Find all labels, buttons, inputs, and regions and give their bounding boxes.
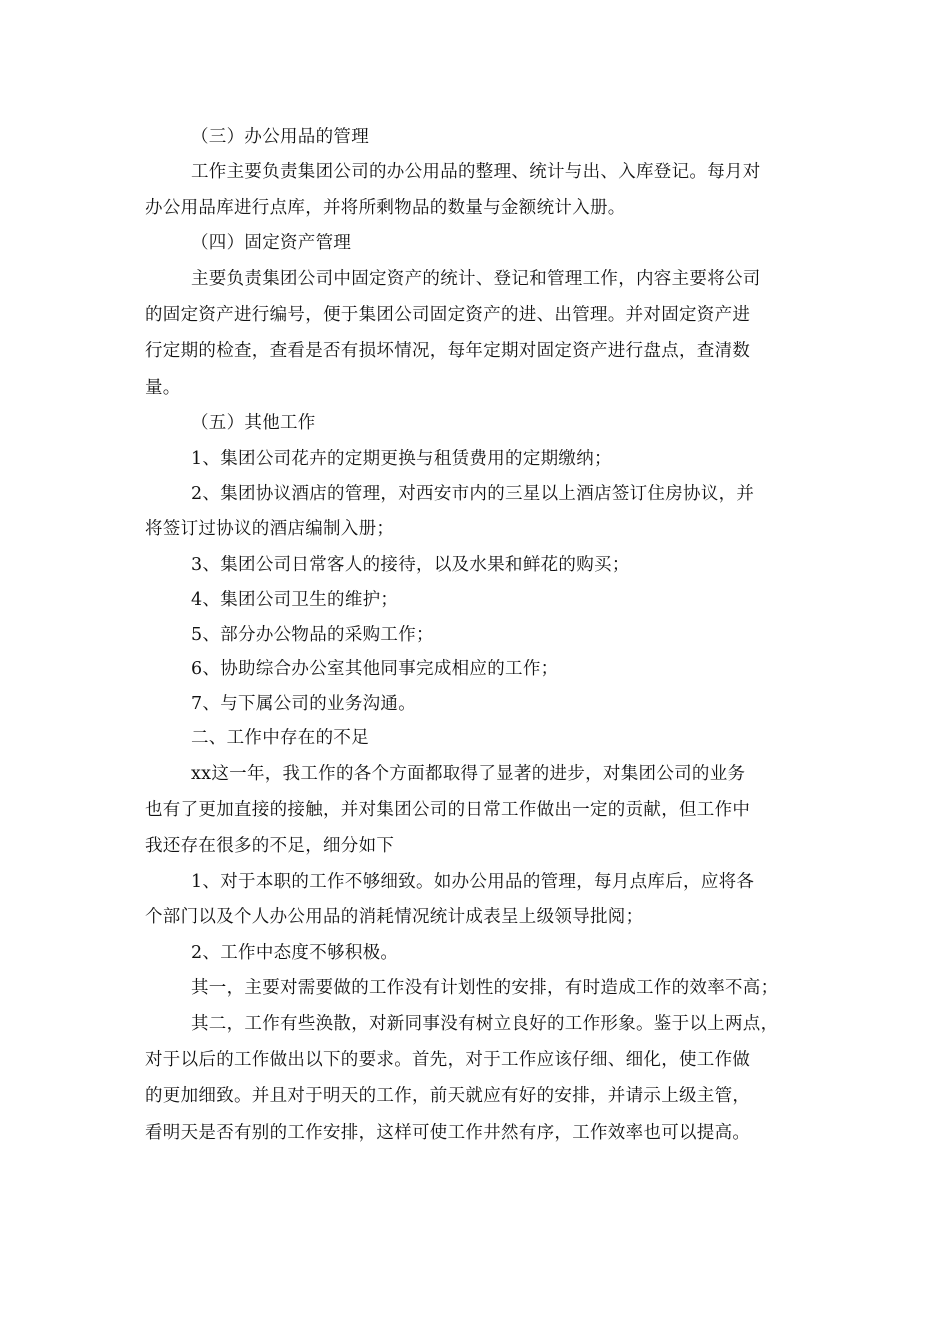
list-item: 7、与下属公司的业务沟通。 — [191, 694, 417, 714]
list-item-continuation: 个部门以及个人办公用品的消耗情况统计成表呈上级领导批阅； — [145, 907, 644, 927]
list-item: 6、协助综合办公室其他同事完成相应的工作； — [191, 659, 559, 679]
heading-other-work: （五）其他工作 — [191, 413, 316, 433]
paragraph-line: 对于以后的工作做出以下的要求。首先，对于工作应该仔细、细化，使工作做 — [145, 1050, 751, 1070]
paragraph-line: 我还存在很多的不足，细分如下 — [145, 836, 395, 856]
list-item: 1、集团公司花卉的定期更换与租赁费用的定期缴纳； — [191, 449, 612, 469]
paragraph-line: xx这一年，我工作的各个方面都取得了显著的进步，对集团公司的业务 — [191, 764, 746, 784]
list-item-continuation: 将签订过协议的酒店编制入册； — [145, 519, 395, 539]
paragraph-line: 主要负责集团公司中固定资产的统计、登记和管理工作，内容主要将公司 — [191, 269, 761, 289]
paragraph-line: 行定期的检查，查看是否有损坏情况，每年定期对固定资产进行盘点，查清数 — [145, 341, 751, 361]
list-item: 2、工作中态度不够积极。 — [191, 943, 399, 963]
list-item: 2、集团协议酒店的管理，对西安市内的三星以上酒店签订住房协议，并 — [191, 484, 755, 504]
heading-office-supplies: （三）办公用品的管理 — [191, 127, 369, 147]
list-item: 3、集团公司日常客人的接待，以及水果和鲜花的购买； — [191, 555, 630, 575]
paragraph-line: 工作主要负责集团公司的办公用品的整理、统计与出、入库登记。每月对 — [191, 162, 761, 182]
paragraph-line: 看明天是否有别的工作安排，这样可使工作井然有序，工作效率也可以提高。 — [145, 1123, 751, 1143]
heading-shortcomings: 二、工作中存在的不足 — [191, 728, 369, 748]
paragraph-line: 也有了更加直接的接触，并对集团公司的日常工作做出一定的贡献，但工作中 — [145, 800, 751, 820]
list-item: 4、集团公司卫生的维护； — [191, 590, 399, 610]
paragraph-line: 的固定资产进行编号，便于集团公司固定资产的进、出管理。并对固定资产进 — [145, 305, 751, 325]
heading-fixed-assets: （四）固定资产管理 — [191, 233, 352, 253]
paragraph-line: 其二，工作有些涣散，对新同事没有树立良好的工作形象。鉴于以上两点， — [191, 1014, 779, 1034]
list-item: 1、对于本职的工作不够细致。如办公用品的管理，每月点库后，应将各 — [191, 872, 755, 892]
paragraph-line: 其一，主要对需要做的工作没有计划性的安排，有时造成工作的效率不高； — [191, 978, 779, 998]
paragraph-line: 的更加细致。并且对于明天的工作，前天就应有好的安排，并请示上级主管， — [145, 1086, 751, 1106]
paragraph-line: 办公用品库进行点库，并将所剩物品的数量与金额统计入册。 — [145, 198, 626, 218]
list-item: 5、部分办公物品的采购工作； — [191, 625, 434, 645]
paragraph-line: 量。 — [145, 378, 181, 398]
